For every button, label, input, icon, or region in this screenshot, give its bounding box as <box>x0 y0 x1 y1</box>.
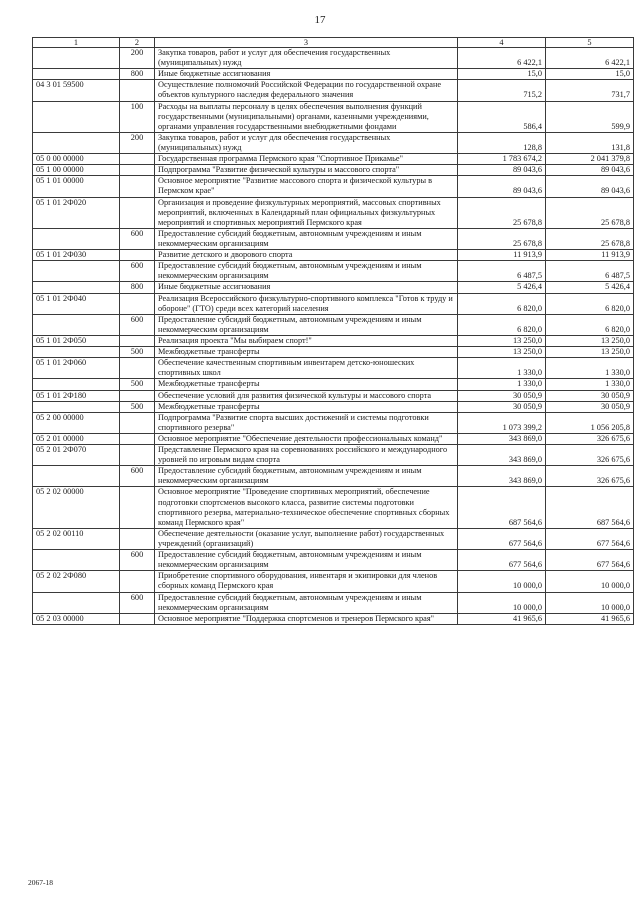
row-classification-code <box>33 261 120 282</box>
row-classification-code <box>33 228 120 249</box>
row-expense-type-code <box>120 293 155 314</box>
row-amount-year-2: 1 330,0 <box>546 379 634 390</box>
row-expense-type-code <box>120 433 155 444</box>
row-amount-year-1: 343 869,0 <box>458 445 546 466</box>
row-expense-type-code: 500 <box>120 347 155 358</box>
row-amount-year-2: 326 675,6 <box>546 445 634 466</box>
column-header-code: 1 <box>33 38 120 48</box>
row-item-name: Подпрограмма "Развитие спорта высших достижений и системы подготовки спортивного резерва" <box>155 412 458 433</box>
row-item-name: Иные бюджетные ассигнования <box>155 69 458 80</box>
row-amount-year-1: 1 073 399,2 <box>458 412 546 433</box>
row-classification-code <box>33 550 120 571</box>
row-item-name: Подпрограмма "Развитие физической культуры и массового спорта" <box>155 165 458 176</box>
row-amount-year-2: 5 426,4 <box>546 282 634 293</box>
table-row <box>33 347 634 358</box>
table-body <box>33 48 634 625</box>
table-row <box>33 466 634 487</box>
table-row <box>33 613 634 624</box>
table-row <box>33 335 634 346</box>
row-amount-year-2: 326 675,6 <box>546 433 634 444</box>
row-amount-year-2: 13 250,0 <box>546 347 634 358</box>
row-amount-year-1: 11 913,9 <box>458 250 546 261</box>
table-row <box>33 412 634 433</box>
table-row <box>33 250 634 261</box>
row-amount-year-1: 13 250,0 <box>458 347 546 358</box>
row-expense-type-code: 800 <box>120 69 155 80</box>
row-classification-code <box>33 101 120 132</box>
table-row <box>33 358 634 379</box>
row-item-name: Основное мероприятие "Развитие массового спорта и физической культуры в Пермском крае" <box>155 176 458 197</box>
row-item-name: Развитие детского и дворового спорта <box>155 250 458 261</box>
row-item-name: Осуществление полномочий Российской Федерации по государственной охране объектов культурного наследия федерального значения <box>155 80 458 101</box>
row-item-name: Закупка товаров, работ и услуг для обеспечения государственных (муниципальных) нужд <box>155 48 458 69</box>
row-amount-year-1: 41 965,6 <box>458 613 546 624</box>
row-amount-year-1: 89 043,6 <box>458 176 546 197</box>
budget-table <box>32 37 634 625</box>
row-classification-code: 05 2 02 2Ф080 <box>33 571 120 592</box>
table-row <box>33 592 634 613</box>
row-amount-year-1: 13 250,0 <box>458 335 546 346</box>
row-amount-year-2: 599,9 <box>546 101 634 132</box>
row-expense-type-code <box>120 197 155 228</box>
row-item-name: Обеспечение деятельности (оказание услуг, выполнение работ) государственных учреждений (организаций) <box>155 528 458 549</box>
table-row <box>33 445 634 466</box>
row-expense-type-code <box>120 335 155 346</box>
row-expense-type-code <box>120 250 155 261</box>
column-header-expense-type: 2 <box>120 38 155 48</box>
row-expense-type-code <box>120 176 155 197</box>
row-amount-year-2: 677 564,6 <box>546 528 634 549</box>
row-amount-year-1: 677 564,6 <box>458 528 546 549</box>
row-expense-type-code: 600 <box>120 228 155 249</box>
row-expense-type-code <box>120 165 155 176</box>
row-item-name: Межбюджетные трансферты <box>155 401 458 412</box>
row-item-name: Предоставление субсидий бюджетным, автономным учреждениям и иным некоммерческим организациям <box>155 314 458 335</box>
row-amount-year-2: 89 043,6 <box>546 165 634 176</box>
row-expense-type-code: 200 <box>120 48 155 69</box>
row-amount-year-1: 25 678,8 <box>458 228 546 249</box>
row-item-name: Иные бюджетные ассигнования <box>155 282 458 293</box>
row-amount-year-1: 6 487,5 <box>458 261 546 282</box>
row-amount-year-2: 41 965,6 <box>546 613 634 624</box>
row-amount-year-1: 6 422,1 <box>458 48 546 69</box>
table-row <box>33 228 634 249</box>
row-item-name: Приобретение спортивного оборудования, инвентаря и экипировки для членов сборных команд Пермского края <box>155 571 458 592</box>
table-row <box>33 528 634 549</box>
row-amount-year-2: 89 043,6 <box>546 176 634 197</box>
row-classification-code: 05 0 00 00000 <box>33 154 120 165</box>
row-classification-code: 05 1 01 2Ф030 <box>33 250 120 261</box>
table-row <box>33 433 634 444</box>
row-classification-code: 04 3 01 59500 <box>33 80 120 101</box>
row-amount-year-2: 6 487,5 <box>546 261 634 282</box>
row-expense-type-code <box>120 390 155 401</box>
row-amount-year-2: 15,0 <box>546 69 634 80</box>
table-row <box>33 390 634 401</box>
row-amount-year-1: 586,4 <box>458 101 546 132</box>
table-row <box>33 293 634 314</box>
row-item-name: Основное мероприятие "Обеспечение деятельности профессиональных команд" <box>155 433 458 444</box>
row-classification-code <box>33 347 120 358</box>
row-classification-code <box>33 379 120 390</box>
table-row <box>33 487 634 528</box>
row-amount-year-1: 1 330,0 <box>458 358 546 379</box>
row-item-name: Предоставление субсидий бюджетным, автономным учреждениям и иным некоммерческим организациям <box>155 466 458 487</box>
row-item-name: Межбюджетные трансферты <box>155 379 458 390</box>
row-item-name: Реализация Всероссийского физкультурно-спортивного комплекса "Готов к труду и обороне" (ГТО) среди всех категорий населения <box>155 293 458 314</box>
table-row <box>33 550 634 571</box>
row-classification-code: 05 1 01 2Ф020 <box>33 197 120 228</box>
table-row <box>33 379 634 390</box>
row-expense-type-code <box>120 154 155 165</box>
row-classification-code: 05 1 01 2Ф050 <box>33 335 120 346</box>
row-amount-year-1: 89 043,6 <box>458 165 546 176</box>
row-item-name: Межбюджетные трансферты <box>155 347 458 358</box>
row-item-name: Предоставление субсидий бюджетным, автономным учреждениям и иным некоммерческим организациям <box>155 592 458 613</box>
table-row <box>33 101 634 132</box>
row-amount-year-2: 326 675,6 <box>546 466 634 487</box>
row-amount-year-1: 343 869,0 <box>458 433 546 444</box>
row-item-name: Обеспечение качественным спортивным инвентарем детско-юношеских спортивных школ <box>155 358 458 379</box>
table-row <box>33 132 634 153</box>
row-amount-year-1: 30 050,9 <box>458 401 546 412</box>
row-amount-year-1: 6 820,0 <box>458 293 546 314</box>
row-expense-type-code: 800 <box>120 282 155 293</box>
row-item-name: Предоставление субсидий бюджетным, автономным учреждениям и иным некоммерческим организациям <box>155 261 458 282</box>
row-expense-type-code: 500 <box>120 401 155 412</box>
row-amount-year-2: 131,8 <box>546 132 634 153</box>
row-amount-year-2: 6 820,0 <box>546 314 634 335</box>
table-row <box>33 401 634 412</box>
row-amount-year-1: 677 564,6 <box>458 550 546 571</box>
row-amount-year-2: 6 422,1 <box>546 48 634 69</box>
table-row <box>33 176 634 197</box>
row-amount-year-1: 5 426,4 <box>458 282 546 293</box>
row-classification-code: 05 1 00 00000 <box>33 165 120 176</box>
row-expense-type-code: 600 <box>120 592 155 613</box>
row-expense-type-code: 600 <box>120 314 155 335</box>
row-classification-code <box>33 132 120 153</box>
table-row <box>33 314 634 335</box>
row-expense-type-code: 600 <box>120 466 155 487</box>
row-amount-year-2: 1 056 205,8 <box>546 412 634 433</box>
row-amount-year-1: 343 869,0 <box>458 466 546 487</box>
row-classification-code <box>33 69 120 80</box>
row-amount-year-1: 687 564,6 <box>458 487 546 528</box>
row-classification-code <box>33 401 120 412</box>
row-amount-year-1: 25 678,8 <box>458 197 546 228</box>
row-expense-type-code <box>120 445 155 466</box>
column-header-amount-year-1: 4 <box>458 38 546 48</box>
row-expense-type-code: 500 <box>120 379 155 390</box>
row-amount-year-1: 10 000,0 <box>458 571 546 592</box>
row-item-name: Организация и проведение физкультурных мероприятий, массовых спортивных мероприятий, включенных в Календарный план официальных физкультурных мероприятий и спортивных мероприятий Пермского края <box>155 197 458 228</box>
row-item-name: Представление Пермского края на соревнованиях российского и международного уровней по игровым видам спорта <box>155 445 458 466</box>
row-amount-year-2: 11 913,9 <box>546 250 634 261</box>
row-expense-type-code <box>120 528 155 549</box>
row-classification-code: 05 1 01 2Ф180 <box>33 390 120 401</box>
row-classification-code: 05 1 01 2Ф040 <box>33 293 120 314</box>
row-item-name: Реализация проекта "Мы выбираем спорт!" <box>155 335 458 346</box>
row-expense-type-code <box>120 571 155 592</box>
row-classification-code: 05 1 01 2Ф060 <box>33 358 120 379</box>
row-item-name: Государственная программа Пермского края "Спортивное Прикамье" <box>155 154 458 165</box>
row-classification-code <box>33 592 120 613</box>
row-amount-year-2: 30 050,9 <box>546 390 634 401</box>
row-amount-year-2: 25 678,8 <box>546 197 634 228</box>
table-row <box>33 80 634 101</box>
table-row <box>33 261 634 282</box>
table-row <box>33 48 634 69</box>
row-amount-year-2: 30 050,9 <box>546 401 634 412</box>
row-amount-year-2: 6 820,0 <box>546 293 634 314</box>
row-amount-year-1: 30 050,9 <box>458 390 546 401</box>
page-number: 17 <box>314 14 326 26</box>
row-item-name: Основное мероприятие "Проведение спортивных мероприятий, обеспечение подготовки спортсменов высокого класса, развитие системы подготовки спортивного резерва, материально-техническое обеспечение спортивных сборных команд Пермского края" <box>155 487 458 528</box>
column-number-row <box>33 38 634 48</box>
row-classification-code: 05 1 01 00000 <box>33 176 120 197</box>
row-amount-year-1: 1 783 674,2 <box>458 154 546 165</box>
row-amount-year-1: 128,8 <box>458 132 546 153</box>
footer-document-code: 2067-18 <box>28 878 53 887</box>
column-header-amount-year-2: 5 <box>546 38 634 48</box>
row-item-name: Закупка товаров, работ и услуг для обеспечения государственных (муниципальных) нужд <box>155 132 458 153</box>
row-amount-year-2: 13 250,0 <box>546 335 634 346</box>
column-header-name: 3 <box>155 38 458 48</box>
row-item-name: Предоставление субсидий бюджетным, автономным учреждениям и иным некоммерческим организациям <box>155 550 458 571</box>
row-amount-year-2: 2 041 379,8 <box>546 154 634 165</box>
table-row <box>33 282 634 293</box>
row-classification-code: 05 2 01 2Ф070 <box>33 445 120 466</box>
row-classification-code: 05 2 02 00000 <box>33 487 120 528</box>
row-amount-year-2: 677 564,6 <box>546 550 634 571</box>
row-expense-type-code: 200 <box>120 132 155 153</box>
row-amount-year-2: 10 000,0 <box>546 592 634 613</box>
row-amount-year-2: 25 678,8 <box>546 228 634 249</box>
row-item-name: Основное мероприятие "Поддержка спортсменов и тренеров Пермского края" <box>155 613 458 624</box>
row-amount-year-1: 10 000,0 <box>458 592 546 613</box>
row-classification-code <box>33 314 120 335</box>
row-amount-year-2: 731,7 <box>546 80 634 101</box>
table-row <box>33 197 634 228</box>
row-amount-year-1: 15,0 <box>458 69 546 80</box>
row-expense-type-code: 600 <box>120 550 155 571</box>
row-classification-code <box>33 282 120 293</box>
row-classification-code: 05 2 03 00000 <box>33 613 120 624</box>
row-classification-code <box>33 48 120 69</box>
row-classification-code: 05 2 02 00110 <box>33 528 120 549</box>
row-item-name: Обеспечение условий для развития физической культуры и массового спорта <box>155 390 458 401</box>
row-classification-code: 05 2 01 00000 <box>33 433 120 444</box>
row-expense-type-code <box>120 412 155 433</box>
row-amount-year-2: 10 000,0 <box>546 571 634 592</box>
row-amount-year-1: 6 820,0 <box>458 314 546 335</box>
row-amount-year-2: 1 330,0 <box>546 358 634 379</box>
row-amount-year-2: 687 564,6 <box>546 487 634 528</box>
row-expense-type-code <box>120 487 155 528</box>
row-amount-year-1: 715,2 <box>458 80 546 101</box>
row-amount-year-1: 1 330,0 <box>458 379 546 390</box>
row-expense-type-code: 600 <box>120 261 155 282</box>
row-classification-code: 05 2 00 00000 <box>33 412 120 433</box>
row-expense-type-code <box>120 358 155 379</box>
row-classification-code <box>33 466 120 487</box>
row-item-name: Предоставление субсидий бюджетным, автономным учреждениям и иным некоммерческим организациям <box>155 228 458 249</box>
table-row <box>33 571 634 592</box>
row-expense-type-code: 100 <box>120 101 155 132</box>
table-row <box>33 69 634 80</box>
table-row <box>33 165 634 176</box>
row-item-name: Расходы на выплаты персоналу в целях обеспечения выполнения функций государственными (муниципальными) органами, казенными учреждениями, органами управления государственными внебюджетными фондами <box>155 101 458 132</box>
table-row <box>33 154 634 165</box>
row-expense-type-code <box>120 613 155 624</box>
row-expense-type-code <box>120 80 155 101</box>
